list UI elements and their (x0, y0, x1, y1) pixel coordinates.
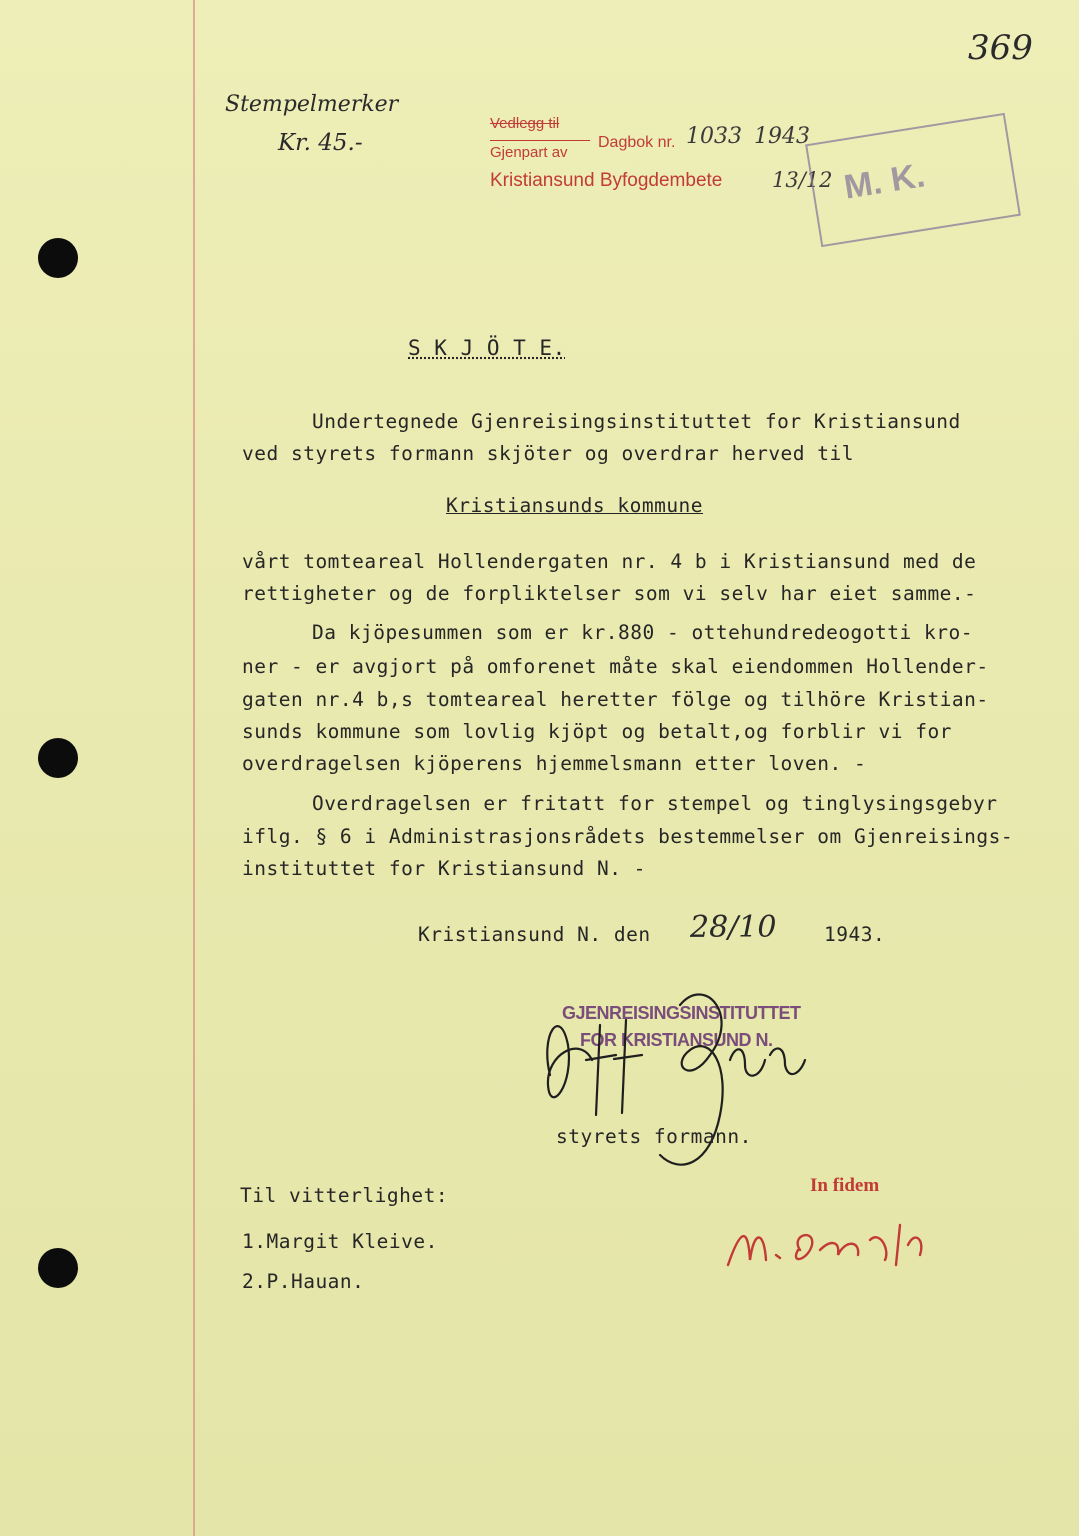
box-stamp-text: M. K. (841, 156, 928, 207)
registration-date: 13/12 (772, 168, 833, 192)
stamp-duty-amount: Kr. 45.- (278, 130, 363, 156)
text-line: Overdragelsen er fritatt for stempel og tinglysingsgebyr (312, 792, 998, 815)
text-line: iflg. § 6 i Administrasjonsrådets bestemmelser om Gjenreisings- (242, 825, 1014, 848)
institute-stamp-line2: FOR KRISTIANSUND N. (580, 1030, 773, 1050)
text-line: sunds kommune som lovlig kjöpt og betalt,og forblir vi for (242, 720, 952, 743)
institute-stamp-line1: GJENREISINGSINSTITUTTET (562, 1003, 801, 1023)
witness-1: 1.Margit Kleive. (242, 1230, 438, 1253)
dateline-year: 1943. (824, 923, 886, 946)
text-line: rettigheter og de forpliktelser som vi selv har eiet samme.- (242, 582, 977, 605)
page-number: 369 (968, 28, 1033, 68)
dateline-date: 28/10 (690, 910, 777, 945)
document-title: S K J Ö T E. (408, 336, 566, 360)
margin-line (193, 0, 195, 1536)
witness-2: 2.P.Hauan. (242, 1270, 365, 1293)
signer-title: styrets formann. (556, 1125, 752, 1148)
text-line: ved styrets formann skjöter og overdrar herved til (242, 442, 854, 465)
dagbok-number: 1033 (686, 124, 742, 149)
punch-hole (38, 238, 78, 278)
text-line: overdragelsen kjöperens hjemmelsmann etter loven. - (242, 752, 867, 775)
text-line: ner - er avgjort på omforenet måte skal eiendommen Hollender- (242, 655, 989, 678)
chairman-signature (530, 965, 820, 1190)
text-line: gaten nr.4 b,s tomteareal heretter fölge og tilhöre Kristian- (242, 688, 989, 711)
copy-label: Gjenpart av (490, 140, 590, 161)
stamp-duty-label: Stempelmerker (225, 92, 399, 117)
dagbok-year: 1943 (754, 124, 810, 149)
recipient-name: Kristiansunds kommune (446, 494, 704, 517)
punch-hole (38, 1248, 78, 1288)
text-line: vårt tomteareal Hollendergaten nr. 4 b i Kristiansund med de (242, 550, 977, 573)
dateline-place: Kristiansund N. den (418, 923, 651, 946)
witness-heading: Til vitterlighet: (240, 1184, 449, 1207)
text-line: Undertegnede Gjenreisingsinstituttet for Kristiansund (312, 410, 961, 433)
punch-hole (38, 738, 78, 778)
dagbok-label: Dagbok nr. (598, 134, 676, 151)
box-stamp (805, 113, 1021, 247)
in-fidem-label: In fidem (810, 1175, 880, 1196)
struck-text: Vedlegg til (490, 115, 560, 132)
in-fidem-signature (720, 1210, 940, 1280)
text-line: Da kjöpesummen som er kr.880 - ottehundredeogotti kro- (312, 621, 973, 644)
text-line: instituttet for Kristiansund N. - (242, 857, 646, 880)
office-name: Kristiansund Byfogdembete (490, 170, 723, 191)
